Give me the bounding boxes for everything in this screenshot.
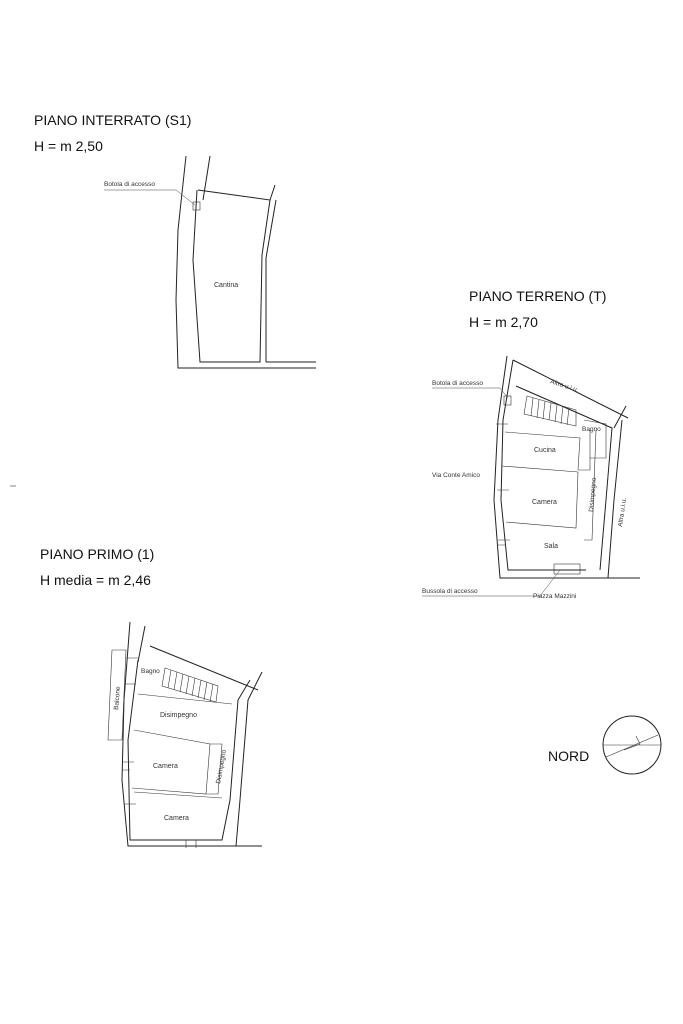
ground-plan (422, 356, 640, 600)
first-plan (108, 622, 262, 848)
street-left-label: Via Conte Amico (432, 472, 480, 479)
ground-hallway-label: Disimpegno (588, 477, 598, 513)
basement-title: PIANO INTERRATO (S1) (34, 112, 192, 128)
ground-title: PIANO TERRENO (T) (469, 288, 607, 304)
north-label: NORD (548, 748, 590, 764)
first-height: H media = m 2,46 (40, 572, 151, 588)
ground-hatch-label: Botola di accesso (432, 380, 483, 387)
first-bathroom-label: Bagno (141, 668, 160, 675)
kitchen-label: Cucina (534, 447, 556, 454)
first-hallway-side-label: Disimpegno (215, 749, 228, 785)
other-unit-right-label: Altra u.i.u. (617, 497, 629, 528)
basement-plan (104, 156, 316, 368)
first-title: PIANO PRIMO (1) (40, 546, 155, 562)
cellar-label: Cantina (214, 282, 239, 289)
first-stairs (162, 668, 218, 702)
vestibule-label: Bussola di accesso (422, 588, 478, 595)
north-compass-icon (603, 716, 661, 774)
ground-bathroom-label: Bagno (582, 426, 601, 433)
square-label: Piazza Mazzini (533, 593, 577, 600)
first-hallway-top-label: Disimpegno (160, 712, 197, 719)
other-unit-top-label: Altra u.i.u. (549, 378, 580, 394)
living-label: Sala (544, 543, 559, 550)
basement-hatch-label: Botola di accesso (104, 181, 155, 188)
first-bedroom-2-label: Camera (164, 815, 189, 822)
basement-height: H = m 2,50 (34, 138, 103, 154)
ground-bedroom-label: Camera (532, 499, 557, 506)
first-bedroom-1-label: Camera (153, 763, 178, 770)
ground-height: H = m 2,70 (469, 314, 538, 330)
balcony-label: Balcone (113, 686, 123, 711)
